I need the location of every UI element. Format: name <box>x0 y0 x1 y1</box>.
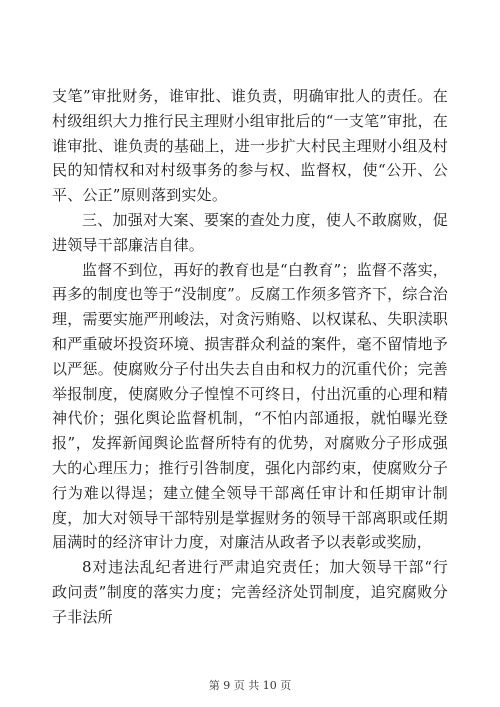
paragraph-1: 支笔”审批财务，谁审批、谁负责，明确审批人的责任。在村级组织大力推行民主理财小组审批后的“一支笔”审批，在谁审批、谁负责的基础上，进一步扩大村民主理财小组及村民的知情权和对村级事务的参与权、监督权，使“公开、公平、公正”原则落到实处。 <box>52 87 448 205</box>
document-body <box>52 84 448 630</box>
paragraph-2: 三、加强对大案、要案的查处力度，使人不敢腐败，促进领导干部廉洁自律。 <box>52 210 448 254</box>
paragraph-4: 8对违法乱纪者进行严肃追究责任；加大领导干部“行政问责”制度的落实力度；完善经济处罚制度，追究腐败分子非法所 <box>52 558 448 626</box>
paragraph-3: 监督不到位，再好的教育也是“白教育”；监督不落实，再多的制度也等于“没制度”。反腐工作须多管齐下，综合治理，需要实施严刑峻法，对贪污贿赂、以权谋私、失职渎职和严重破坏投资环境、损害群众利益的案件，毫不留情地予以严惩。使腐败分子付出失去自由和权力的沉重代价；完善举报制度，使腐败分子惶惶不可终日，付出沉重的心理和精神代价；强化舆论监督机制，“不怕内部通报，就怕曝光登报”，发挥新闻舆论监督所特有的优势，对腐败分子形成强大的心理压力；推行引咎制度，强化内部约束，使腐败分子行为难以得逞；建立健全领导干部离任审计和任期审计制度，加大对领导干部特别是掌握财务的领导干部离职或任期届满时的经济审计力度，对廉洁从政者予以表彰或奖励， <box>52 260 448 552</box>
page-number-footer: 第 9 页 共 10 页 <box>208 679 292 692</box>
